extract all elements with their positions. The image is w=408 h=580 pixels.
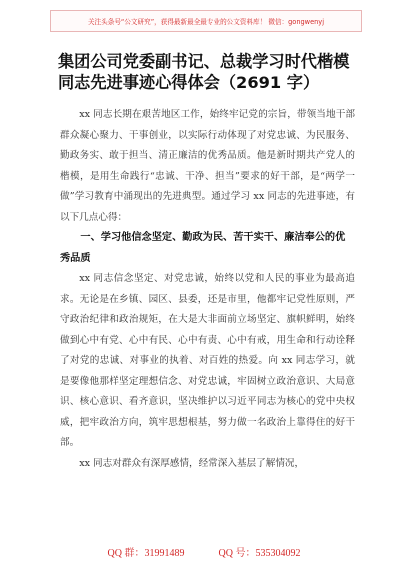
document-title: 集团公司党委副书记、总裁学习时代楷模同志先进事迹心得体会（2691 字）: [58, 52, 350, 92]
section-paragraph: xx 同志信念坚定、对党忠诚，始终以党和人民的事业为最高追求。无论是在乡镇、园区、县委，还是市里，他都牢记党性原则，严守政治纪律和政治规矩，在大是大非面前立场坚定、旗帜鲜明，始终做到心中有党、心中有民、心中有责、心中有戒，用生命和行动诠释了对党的忠诚、对事业的执着、对百姓的热爱。向 xx 同志学习，就是要像他那样坚定理想信念、对党忠诚，牢固树立政治意识、大局意识、核心意识、看齐意识，坚决维护以习近平同志为核心的党中央权威，把牢政治方向，筑牢思想根基，努力做一名政治上靠得住的好干部。: [60, 273, 355, 448]
header-banner-text: 关注头条号“公文研究”，获得最新最全最专业的公文资料库！ 微信：gongwenyj: [87, 18, 325, 26]
section-heading: 一、学习他信念坚定、勤政为民、苦干实干、廉洁奉公的优秀品质: [60, 232, 346, 264]
footer-qq-group: QQ 群：31991489: [107, 548, 185, 559]
intro-paragraph: xx 同志长期在艰苦地区工作，始终牢记党的宗旨，带领当地干部群众凝心聚力、干事创业，以实际行动体现了对党忠诚、为民服务、勤政务实、敢于担当、清正廉洁的优秀品质。他是新时期共产党人的楷模，是用生命践行“忠诚、干净、担当”要求的好干部，是“两学一做”学习教育中涌现出的先进典型。通过学习 xx 同志的先进事迹，有以下几点心得：: [60, 109, 355, 223]
section-paragraph: xx 同志对群众有深厚感情，经常深入基层了解情况，: [79, 457, 305, 469]
document-body: [60, 105, 355, 474]
header-banner: [50, 10, 362, 32]
page-footer: [0, 544, 408, 560]
footer-qq-number: QQ 号：535304092: [218, 548, 301, 559]
